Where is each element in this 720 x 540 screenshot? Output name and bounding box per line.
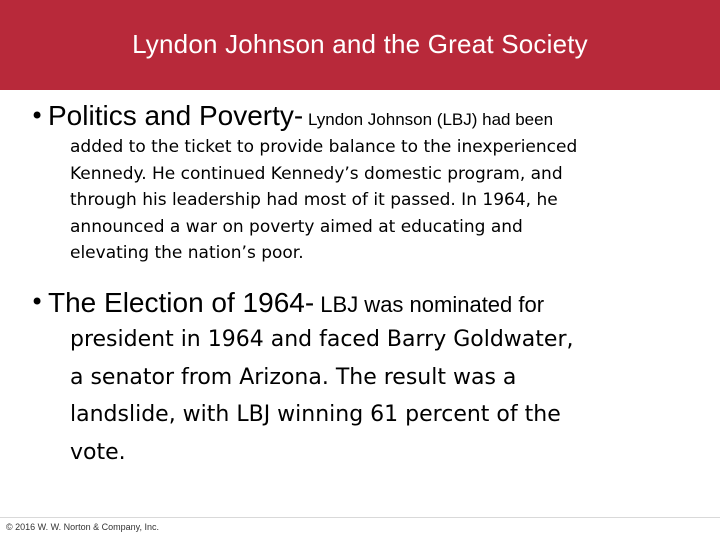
bullet-heading: Politics and Poverty- (48, 100, 304, 131)
bullet-line: added to the ticket to provide balance to the inexperienced (70, 137, 578, 157)
bullet-line: announced a war on poverty aimed at educating and (70, 216, 523, 237)
title-bar (0, 0, 720, 90)
bullet-line: vote. (70, 439, 126, 465)
bullet-line: a senator from Arizona. The result was a (70, 364, 517, 390)
slide-title: Lyndon Johnson and the Great Society (132, 28, 588, 59)
bullet-line: through his leadership had most of it passed. In 1964, he (70, 190, 558, 210)
footer-copyright: © 2016 W. W. Norton & Company, Inc. (6, 522, 160, 532)
bullet-line: elevating the nation’s poor. (70, 243, 304, 263)
footer-divider (0, 517, 720, 518)
bullet-body (70, 321, 700, 471)
bullet-first-line-text: LBJ was nominated for (314, 292, 545, 317)
bullet-body (70, 134, 700, 267)
bullet-dot-icon: • (30, 288, 45, 316)
bullet-first-line (48, 284, 544, 324)
bullet-heading: The Election of 1964- (48, 287, 315, 318)
bullet-line: president in 1964 and faced Barry Goldwater, (70, 327, 574, 352)
bullet-dot-icon: • (30, 102, 45, 130)
bullet-line: Kennedy. He continued Kennedy’s domestic program, and (70, 163, 563, 184)
bullet-first-line-text: Lyndon Johnson (LBJ) had been (303, 110, 554, 129)
bullet-line: landslide, with LBJ winning 61 percent of the (70, 402, 561, 427)
